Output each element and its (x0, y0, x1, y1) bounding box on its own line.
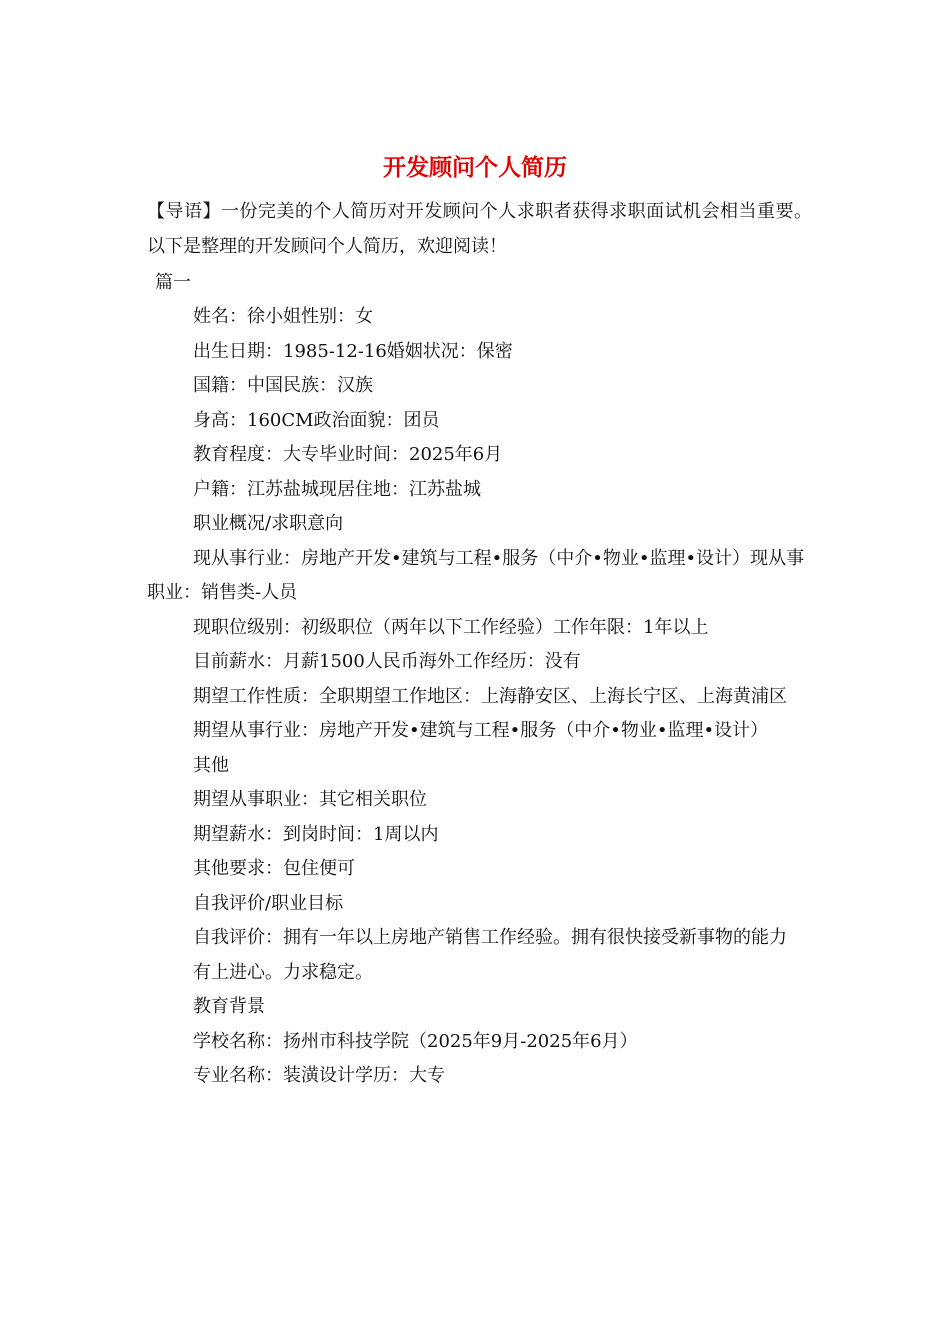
heading-other: 其他 (193, 754, 229, 776)
field-job-type-location: 期望工作性质：全职期望工作地区：上海静安区、上海长宁区、上海黄浦区 (193, 685, 787, 707)
heading-self-evaluation: 自我评价/职业目标 (193, 892, 344, 914)
section-label: 篇一 (155, 272, 191, 293)
field-position-level: 现职位级别：初级职位（两年以下工作经验）工作年限：1年以上 (193, 616, 709, 638)
field-name-gender: 姓名：徐小姐性别：女 (193, 306, 373, 327)
field-birthdate-marital: 出生日期：1985-12-16婚姻状况：保密 (193, 340, 513, 362)
field-major-degree: 专业名称：装潢设计学历：大专 (193, 1065, 445, 1086)
field-current-industry: 现从事行业：房地产开发•建筑与工程•服务（中介•物业•监理•设计）现从事职业：销售类-人员 (147, 547, 805, 603)
field-expected-salary: 期望薪水：到岗时间：1周以内 (193, 823, 439, 845)
intro-paragraph: 【导语】一份完美的个人简历对开发顾问个人求职者获得求职面试机会相当重要。以下是整理的开发顾问个人简历，欢迎阅读！ (147, 201, 812, 257)
field-hukou-residence: 户籍：江苏盐城现居住地：江苏盐城 (193, 478, 481, 500)
field-expected-position: 期望从事职业：其它相关职位 (193, 789, 427, 810)
field-other-requirements: 其他要求：包住便可 (193, 858, 355, 879)
field-education-graduation: 教育程度：大专毕业时间：2025年6月 (193, 444, 503, 465)
field-salary-overseas: 目前薪水：月薪1500人民币海外工作经历：没有 (193, 651, 581, 672)
field-self-evaluation-cont: 有上进心。力求稳定。 (193, 961, 373, 983)
field-self-evaluation: 自我评价：拥有一年以上房地产销售工作经验。拥有很快接受新事物的能力 (193, 927, 787, 948)
field-school-name: 学校名称：扬州市科技学院（2025年9月-2025年6月） (193, 1030, 638, 1052)
field-height-political: 身高：160CM政治面貌：团员 (193, 409, 440, 431)
document-title: 开发顾问个人简历 (383, 154, 567, 181)
resume-body (147, 300, 812, 1094)
field-nationality-ethnicity: 国籍：中国民族：汉族 (193, 375, 373, 396)
heading-education-background: 教育背景 (193, 996, 265, 1017)
field-expected-industry: 期望从事行业：房地产开发•建筑与工程•服务（中介•物业•监理•设计） (193, 720, 769, 741)
heading-career-overview: 职业概况/求职意向 (193, 513, 344, 534)
